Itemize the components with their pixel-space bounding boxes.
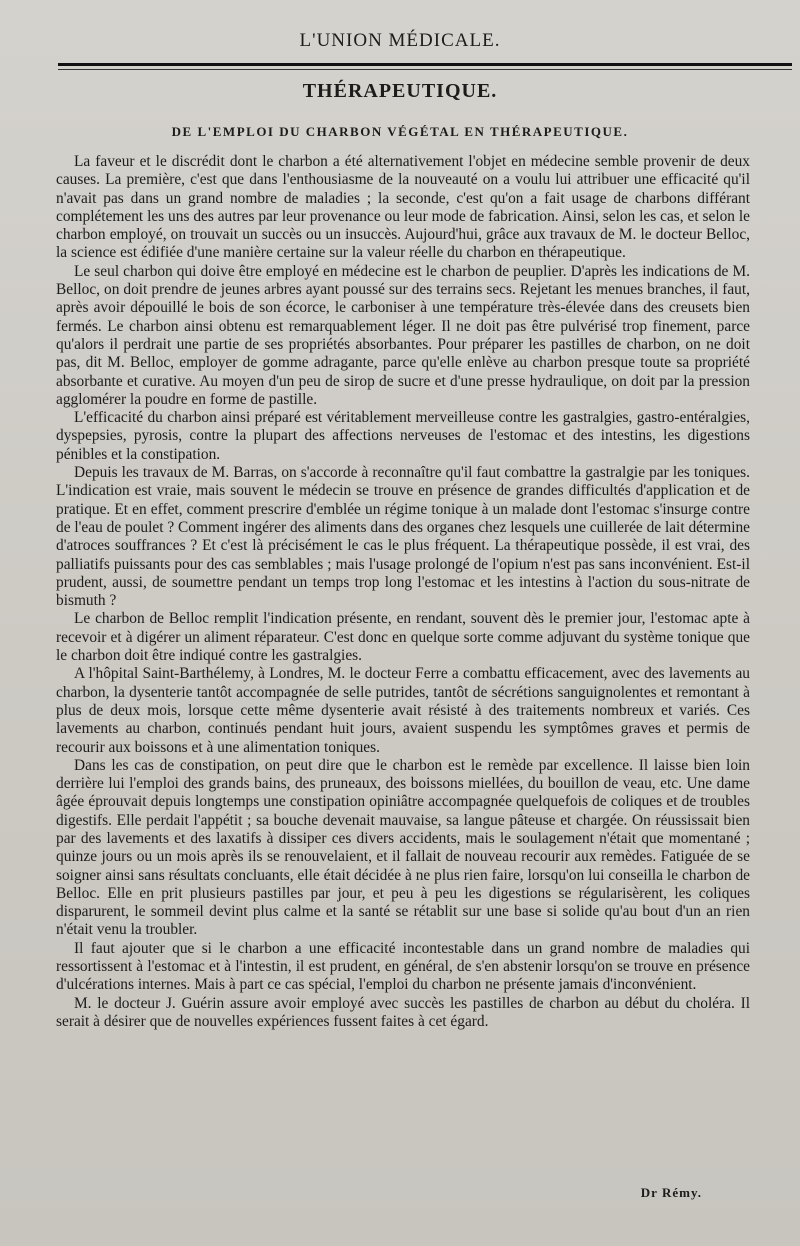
paragraph: A l'hôpital Saint-Barthélemy, à Londres, M. le docteur Ferre a combattu efficacement, avec des lavements au charbon, la dysenterie tantôt accompagnée de selle putrides, tantôt de sécrétions sanguignolentes et remontant à plus de deux mois, lorsque cette même dysenterie avait résisté à des traitements nombreux et variés. Ces lavements au charbon, continués pendant huit jours, avaient suspendu les symptômes graves et permis de recourir aux boissons et à une alimentation toniques. xyxy=(56,665,750,756)
paragraph: Le seul charbon qui doive être employé en médecine est le charbon de peuplier. D'après les indications de M. Belloc, on doit prendre de jeunes arbres ayant poussé sur des terrains secs. Rejetant les menues branches, il faut, après avoir dépouillé le bois de son écorce, le carboniser à une température très-élevée dans des creusets bien fermés. Le charbon ainsi obtenu est remarquablement léger. Il ne doit pas être pulvérisé trop finement, parce qu'alors il perdrait une partie de ses propriétés absorbantes. Pour préparer les pastilles de charbon, on ne doit pas, dit M. Belloc, employer de gomme adragante, parce qu'elle enlève au charbon presque toute sa propriété absorbante et curative. Au moyen d'un peu de sirop de sucre et d'une presse hydraulique, on doit par la pression agglomérer la poudre en forme de pastille. xyxy=(56,262,750,408)
paragraph: Depuis les travaux de M. Barras, on s'accorde à reconnaître qu'il faut combattre la gastralgie par les toniques. L'indication est vraie, mais souvent le médecin se trouve en présence de grandes difficultés d'application et de pratique. Et en effet, comment prescrire d'emblée un régime tonique à un malade dont l'estomac s'insurge contre de l'eau de poulet ? Comment ingérer des aliments dans des organes chez lesquels une cuillerée de lait détermine d'atroces souffrances ? Et c'est là précisément le cas le plus fréquent. La thérapeutique possède, il est vrai, des palliatifs puissants pour des cas semblables ; mais l'usage prolongé de l'opium n'est pas sans inconvénient. Est-il prudent, aussi, de soumettre pendant un temps trop long l'estomac et les intestins à l'action du sous-nitrate de bismuth ? xyxy=(56,464,750,610)
header-rule-thin xyxy=(58,69,792,70)
paragraph: M. le docteur J. Guérin assure avoir employé avec succès les pastilles de charbon au début du choléra. Il serait à désirer que de nouvelles expériences fussent faites à cet égard. xyxy=(56,994,750,1030)
paragraph: Il faut ajouter que si le charbon a une efficacité incontestable dans un grand nombre de maladies qui ressortissent à l'estomac et à l'intestin, il est prudent, en général, de s'en abstenir lorsqu'on se trouve en présence d'ulcérations internes. Mais à part ce cas spécial, l'emploi du charbon ne présente jamais d'inconvénient. xyxy=(56,939,750,994)
author-signature: Dr Rémy. xyxy=(640,1185,702,1200)
article-title: DE L'EMPLOI DU CHARBON VÉGÉTAL EN THÉRAPEUTIQUE. xyxy=(171,124,629,139)
page-header: L'UNION MÉDICALE. xyxy=(299,30,501,51)
paragraph: La faveur et le discrédit dont le charbon a été alternativement l'objet en médecine semble provenir de deux causes. La première, c'est que dans l'enthousiasme de la nouveauté on a voulu lui attribuer une efficacité qu'il n'avait pas dans un grand nombre de maladies ; la seconde, c'est qu'on a fait usage de charbons différant complétement les uns des autres par leur provenance ou leur mode de fabrication. Ainsi, selon les cas, et selon le charbon employé, on trouvait un succès ou un insuccès. Aujourd'hui, grâce aux travaux de M. le docteur Belloc, la science est édifiée d'une manière certaine sur la valeur réelle du charbon en thérapeutique. xyxy=(56,153,750,262)
article-body xyxy=(56,153,750,1031)
header-rule-thick xyxy=(58,63,792,66)
section-title: THÉRAPEUTIQUE. xyxy=(302,80,498,102)
paragraph: L'efficacité du charbon ainsi préparé est véritablement merveilleuse contre les gastralgies, gastro-entéralgies, dyspepsies, pyrosis, contre la plupart des affections nerveuses de l'estomac et des intestins, les digestions pénibles et la constipation. xyxy=(56,409,750,463)
paragraph: Le charbon de Belloc remplit l'indication présente, en rendant, souvent dès le premier jour, l'estomac apte à recevoir et à digérer un aliment réparateur. C'est donc en quelque sorte comme adjuvant du système tonique que le charbon doit être indiqué contre les gastralgies. xyxy=(56,610,750,665)
paragraph: Dans les cas de constipation, on peut dire que le charbon est le remède par excellence. Il laisse bien loin derrière lui l'emploi des grands bains, des pruneaux, des boissons miellées, du bouillon de veau, etc. Une dame âgée éprouvait depuis longtemps une constipation opiniâtre accompagnée quelquefois de coliques et de troubles digestifs. Elle perdait l'appétit ; sa bouche devenait mauvaise, sa langue pâteuse et chargée. On réussissait bien par des lavements et des laxatifs à dissiper ces divers accidents, mais le soulagement n'était que momentané ; quinze jours ou un mois après ils se renouvelaient, et il fallait de nouveau recourir aux remèdes. Fatiguée de se soigner ainsi sans résultats concluants, elle était décidée à ne plus rien faire, lorsqu'on lui conseilla le charbon de Belloc. Elle en prit plusieurs pastilles par jour, et peu à peu les digestions se régularisèrent, les coliques disparurent, le sommeil devint plus calme et la santé se rétablit sur une base si solide qu'au bout d'un an rien n'était venu la troubler. xyxy=(56,756,750,939)
